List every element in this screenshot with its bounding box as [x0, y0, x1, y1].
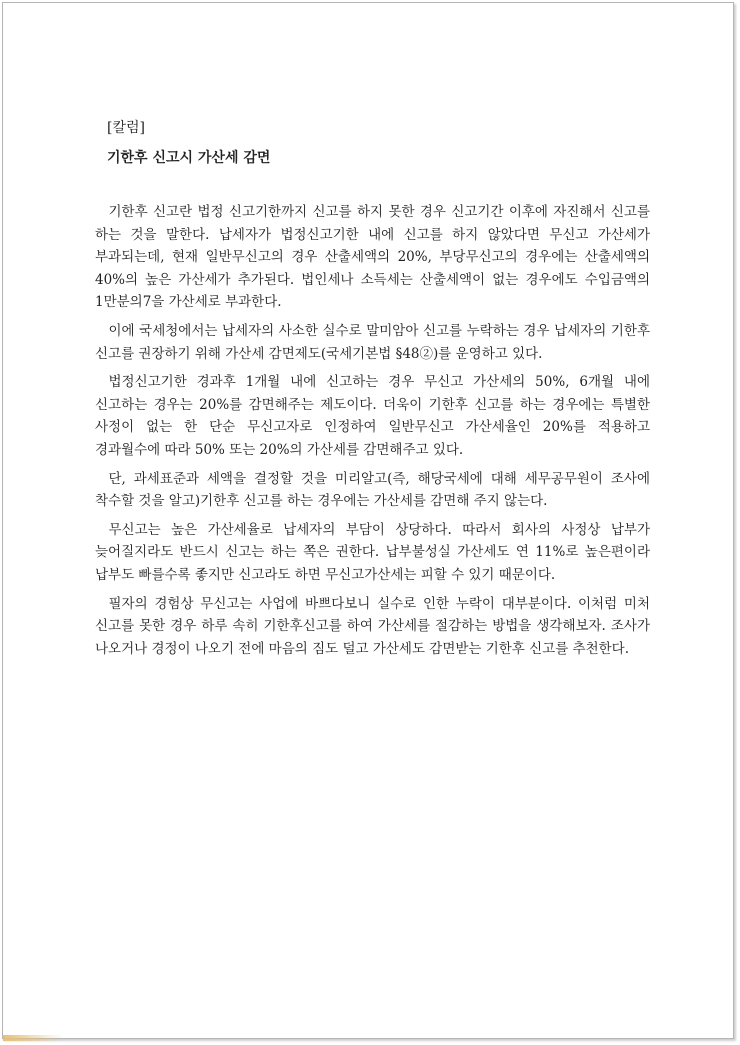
paragraph-exception: 단, 과세표준과 세액을 결정할 것을 미리알고(즉, 해당국세에 대해 세무공무원이 조사에 착수할 것을 알고)기한후 신고를 하는 경우에는 가산세를 감면해 주지 않는다.: [95, 470, 650, 510]
paragraph-recommendation: 무신고는 높은 가산세율로 납세자의 부담이 상당하다. 따라서 회사의 사정상 납부가 늦어질지라도 반드시 신고는 하는 쪽은 권한다. 납부불성실 가산세도 연 11%로 높은편이라 납부도 빠를수록 좋지만 신고라도 하면 무신고가산세는 피할 수 있기 때문이다.: [95, 521, 650, 583]
page-corner-accent: [3, 1035, 63, 1041]
paragraph-definition: 기한후 신고란 법정 신고기한까지 신고를 하지 못한 경우 신고기간 이후에 자진해서 신고를 하는 것을 말한다. 납세자가 법정신고기한 내에 신고를 하지 않았다면 무신고 가산세가 부과되는데, 현재 일반무신고의 경우 산출세액의 20%, 부당무신고의 경우에는 산출세액의 40%의 높은 가산세가 추가된다. 법인세나 소득세는 산출세액이 없는 경우에도 수입금액의 1만분의7을 가산세로 부과한다.: [95, 204, 650, 311]
article-category: [칼럼]: [107, 120, 145, 136]
paragraph-reduction-rates: 법정신고기한 경과후 1개월 내에 신고하는 경우 무신고 가산세의 50%, 6개월 내에 신고하는 경우는 20%를 감면해주는 제도이다. 더욱이 기한후 신고를 하는 경우에는 특별한 사정이 없는 한 단순 무신고자로 인정하여 일반무신고 가산세율인 20%를 적용하고 경과월수에 따라 50% 또는 20%의 가산세를 감면해주고 있다.: [95, 374, 650, 458]
article-title: 기한후 신고시 가산세 감면: [107, 150, 271, 166]
paragraph-conclusion: 필자의 경험상 무신고는 사업에 바쁘다보니 실수로 인한 누락이 대부분이다. 이처럼 미처 신고를 못한 경우 하루 속히 기한후신고를 하여 가산세를 절감하는 방법을 생각해보자. 조사가 나오거나 경정이 나오기 전에 마음의 짐도 덜고 가산세도 감면받는 기한후 신고를 추천한다.: [95, 595, 650, 657]
document-page: [2, 2, 734, 1039]
article-body: [95, 117, 650, 666]
paragraph-relief-program: 이에 국세청에서는 납세자의 사소한 실수로 말미암아 신고를 누락하는 경우 납세자의 기한후 신고를 권장하기 위해 가산세 감면제도(국세기본법 §48②)를 운영하고 있다.: [95, 322, 650, 362]
